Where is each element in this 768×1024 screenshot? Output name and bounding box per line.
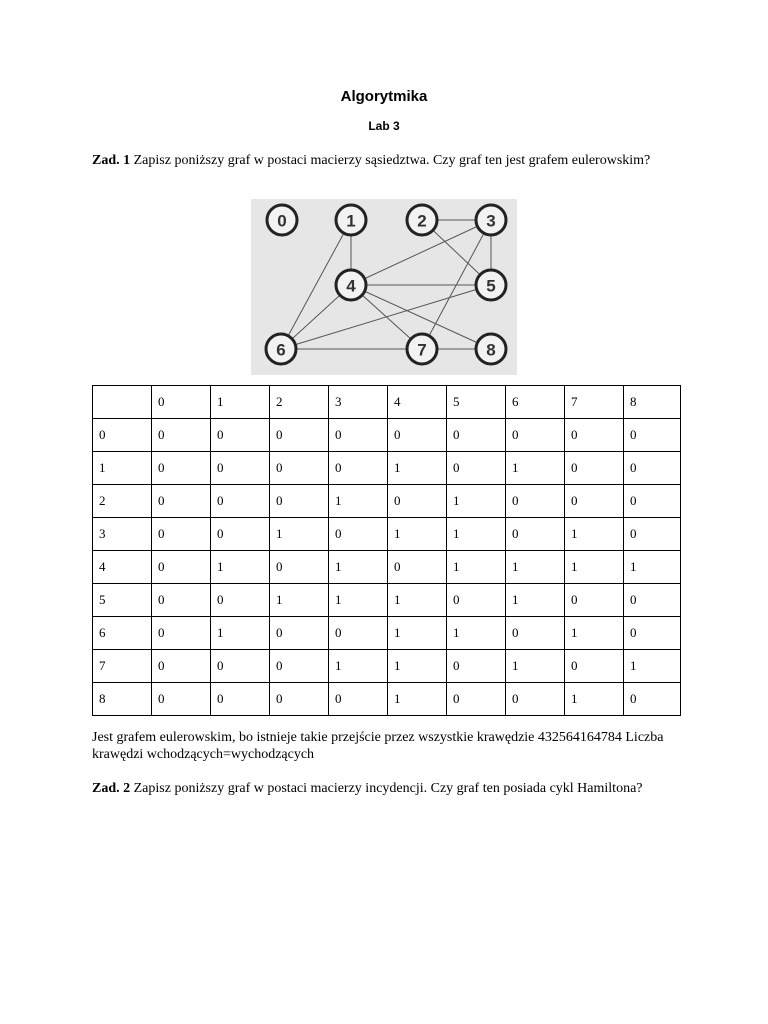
matrix-cell: 0 [447, 452, 506, 485]
matrix-cell: 1 [388, 584, 447, 617]
matrix-cell: 0 [211, 485, 270, 518]
matrix-row-label: 0 [93, 419, 152, 452]
graph-node-label: 5 [486, 276, 496, 296]
matrix-cell: 0 [329, 419, 388, 452]
matrix-cell: 0 [624, 419, 681, 452]
matrix-row [93, 650, 681, 683]
document-subtitle: Lab 3 [368, 119, 400, 133]
matrix-cell: 1 [447, 551, 506, 584]
matrix-cell: 1 [270, 518, 329, 551]
matrix-cell: 0 [152, 584, 211, 617]
matrix-cell: 0 [211, 650, 270, 683]
matrix-cell: 1 [624, 551, 681, 584]
matrix-cell: 0 [152, 551, 211, 584]
matrix-row [93, 584, 681, 617]
matrix-cell: 1 [447, 485, 506, 518]
matrix-cell: 0 [270, 419, 329, 452]
matrix-row [93, 551, 681, 584]
matrix-cell: 1 [447, 617, 506, 650]
matrix-cell: 1 [506, 650, 565, 683]
matrix-cell: 0 [506, 518, 565, 551]
matrix-cell: 0 [624, 584, 681, 617]
matrix-row-label: 5 [93, 584, 152, 617]
matrix-cell: 0 [565, 584, 624, 617]
matrix-header-cell [93, 386, 152, 419]
matrix-cell: 0 [152, 452, 211, 485]
matrix-cell: 1 [388, 518, 447, 551]
matrix-cell: 0 [270, 452, 329, 485]
matrix-cell: 1 [211, 551, 270, 584]
matrix-cell: 0 [270, 551, 329, 584]
matrix-cell: 0 [388, 419, 447, 452]
matrix-cell: 0 [565, 485, 624, 518]
matrix-cell: 1 [329, 650, 388, 683]
matrix-cell: 0 [270, 683, 329, 716]
matrix-cell: 0 [152, 650, 211, 683]
matrix-cell: 1 [388, 452, 447, 485]
matrix-cell: 1 [565, 551, 624, 584]
matrix-header-cell: 2 [270, 386, 329, 419]
graph-node-label: 6 [276, 340, 286, 360]
matrix-cell: 0 [270, 485, 329, 518]
matrix-cell: 0 [329, 617, 388, 650]
matrix-cell: 1 [270, 584, 329, 617]
task-1-text: Zapisz poniższy graf w postaci macierzy sąsiedztwa. Czy graf ten jest grafem eulerowskim? [130, 153, 651, 168]
matrix-cell: 0 [211, 452, 270, 485]
matrix-cell: 0 [624, 617, 681, 650]
matrix-cell: 1 [624, 650, 681, 683]
matrix-row [93, 518, 681, 551]
matrix-row-label: 3 [93, 518, 152, 551]
document-title: Algorytmika [340, 88, 428, 105]
matrix-cell: 0 [565, 452, 624, 485]
matrix-cell: 1 [506, 551, 565, 584]
matrix-cell: 0 [624, 518, 681, 551]
adjacency-matrix-table [92, 385, 681, 716]
matrix-cell: 0 [211, 683, 270, 716]
matrix-cell: 1 [329, 551, 388, 584]
matrix-cell: 1 [565, 683, 624, 716]
matrix-cell: 0 [152, 683, 211, 716]
graph-node-label: 7 [417, 340, 427, 360]
matrix-cell: 0 [388, 485, 447, 518]
graph-node-6 [266, 334, 296, 364]
matrix-cell: 0 [152, 617, 211, 650]
matrix-cell: 0 [211, 584, 270, 617]
task-1-paragraph [92, 152, 682, 169]
graph-node-label: 3 [486, 211, 496, 231]
matrix-cell: 1 [388, 683, 447, 716]
matrix-cell: 0 [565, 419, 624, 452]
matrix-row-label: 1 [93, 452, 152, 485]
task-1-label: Zad. 1 [92, 153, 131, 168]
graph-node-5 [476, 270, 506, 300]
graph-node-7 [407, 334, 437, 364]
matrix-cell: 0 [152, 485, 211, 518]
matrix-row-label: 8 [93, 683, 152, 716]
matrix-cell: 1 [329, 584, 388, 617]
graph-node-0 [267, 205, 297, 235]
matrix-header-cell: 5 [447, 386, 506, 419]
matrix-cell: 0 [152, 518, 211, 551]
matrix-cell: 0 [270, 650, 329, 683]
matrix-header-cell: 4 [388, 386, 447, 419]
matrix-cell: 0 [624, 485, 681, 518]
matrix-cell: 1 [506, 584, 565, 617]
graph-node-8 [476, 334, 506, 364]
graph-node-label: 4 [346, 276, 356, 296]
matrix-cell: 0 [565, 650, 624, 683]
matrix-cell: 1 [388, 650, 447, 683]
matrix-row-label: 7 [93, 650, 152, 683]
graph-edges [281, 220, 491, 349]
matrix-row [93, 419, 681, 452]
matrix-cell: 0 [506, 485, 565, 518]
graph-node-label: 1 [346, 211, 356, 231]
matrix-cell: 0 [506, 683, 565, 716]
matrix-cell: 0 [211, 518, 270, 551]
matrix-row-label: 2 [93, 485, 152, 518]
matrix-cell: 1 [565, 617, 624, 650]
matrix-cell: 0 [506, 617, 565, 650]
matrix-header-cell: 7 [565, 386, 624, 419]
matrix-row-label: 6 [93, 617, 152, 650]
graph-node-label: 8 [486, 340, 496, 360]
matrix-cell: 0 [447, 584, 506, 617]
matrix-cell: 0 [624, 452, 681, 485]
graph-figure [251, 199, 517, 375]
task-2-paragraph [92, 780, 682, 797]
matrix-cell: 0 [624, 683, 681, 716]
matrix-cell: 0 [388, 551, 447, 584]
matrix-header-cell: 8 [624, 386, 681, 419]
matrix-header-cell: 3 [329, 386, 388, 419]
matrix-cell: 0 [329, 452, 388, 485]
matrix-cell: 0 [447, 683, 506, 716]
matrix-row-label: 4 [93, 551, 152, 584]
graph-diagram [251, 199, 517, 375]
adjacency-matrix-body [93, 386, 681, 716]
task-2-label: Zad. 2 [92, 781, 131, 796]
graph-node-3 [476, 205, 506, 235]
matrix-cell: 1 [506, 452, 565, 485]
matrix-header-row [93, 386, 681, 419]
matrix-cell: 1 [211, 617, 270, 650]
graph-node-2 [407, 205, 437, 235]
matrix-cell: 1 [565, 518, 624, 551]
answer-1-paragraph: Jest grafem eulerowskim, bo istnieje takie przejście przez wszystkie krawędzie 432564164784 Liczba krawędzi wchodzących=wychodzących [92, 730, 664, 762]
matrix-header-cell: 0 [152, 386, 211, 419]
graph-edge-5-6 [281, 285, 491, 349]
matrix-cell: 0 [447, 419, 506, 452]
matrix-cell: 1 [388, 617, 447, 650]
matrix-cell: 0 [506, 419, 565, 452]
matrix-cell: 0 [270, 617, 329, 650]
matrix-cell: 1 [329, 485, 388, 518]
task-2-text: Zapisz poniższy graf w postaci macierzy incydencji. Czy graf ten posiada cykl Hamiltona? [130, 781, 643, 796]
matrix-row [93, 617, 681, 650]
matrix-row [93, 683, 681, 716]
matrix-cell: 0 [329, 683, 388, 716]
graph-node-label: 0 [277, 211, 287, 231]
graph-node-1 [336, 205, 366, 235]
matrix-cell: 0 [211, 419, 270, 452]
matrix-cell: 1 [447, 518, 506, 551]
matrix-cell: 0 [329, 518, 388, 551]
matrix-row [93, 485, 681, 518]
graph-node-label: 2 [417, 211, 427, 231]
matrix-row [93, 452, 681, 485]
matrix-header-cell: 6 [506, 386, 565, 419]
matrix-cell: 0 [152, 419, 211, 452]
matrix-cell: 0 [447, 650, 506, 683]
matrix-header-cell: 1 [211, 386, 270, 419]
graph-node-4 [336, 270, 366, 300]
